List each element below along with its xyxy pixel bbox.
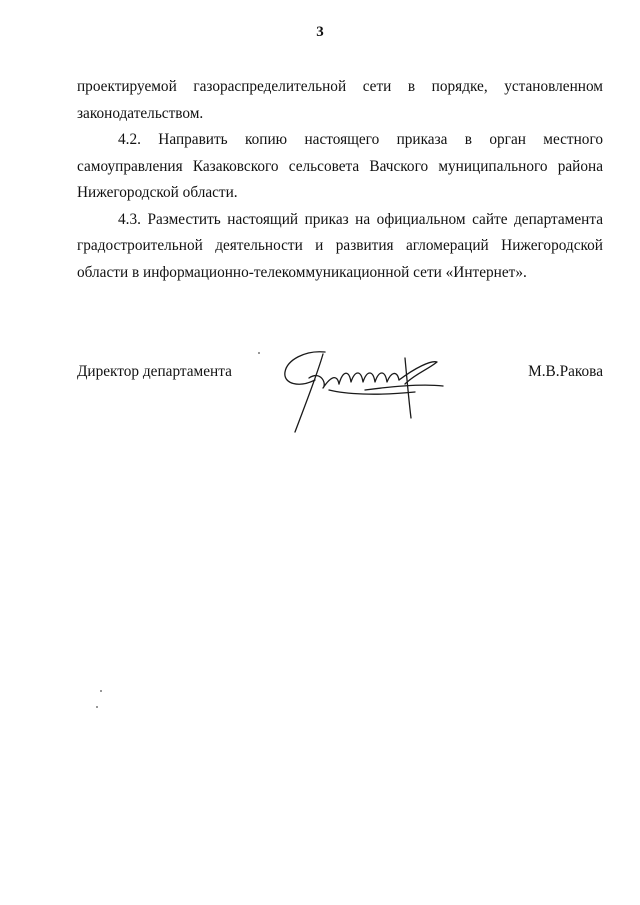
page-number: 3 <box>316 24 324 40</box>
paragraph-4-3: 4.3. Разместить настоящий приказ на официальном сайте департамента градостроительной деятельности и развития агломераций Нижегородской области в информационно-телекоммуникационной сети «Интернет». <box>77 210 603 281</box>
signer-name: М.В.Ракова <box>528 363 603 380</box>
scan-speck <box>258 352 260 354</box>
scan-speck <box>100 690 102 692</box>
signer-position: Директор департамента <box>77 363 232 380</box>
paragraph-4-2: 4.2. Направить копию настоящего приказа в орган местного самоуправления Казаковского сельсовета Вачского муниципального района Нижегородской области. <box>77 131 603 201</box>
document-body <box>77 74 603 286</box>
handwritten-signature <box>265 340 455 435</box>
paragraph-continuation: проектируемой газораспределительной сети в порядке, установленном законодательством. <box>77 78 603 122</box>
scan-speck <box>96 706 98 708</box>
